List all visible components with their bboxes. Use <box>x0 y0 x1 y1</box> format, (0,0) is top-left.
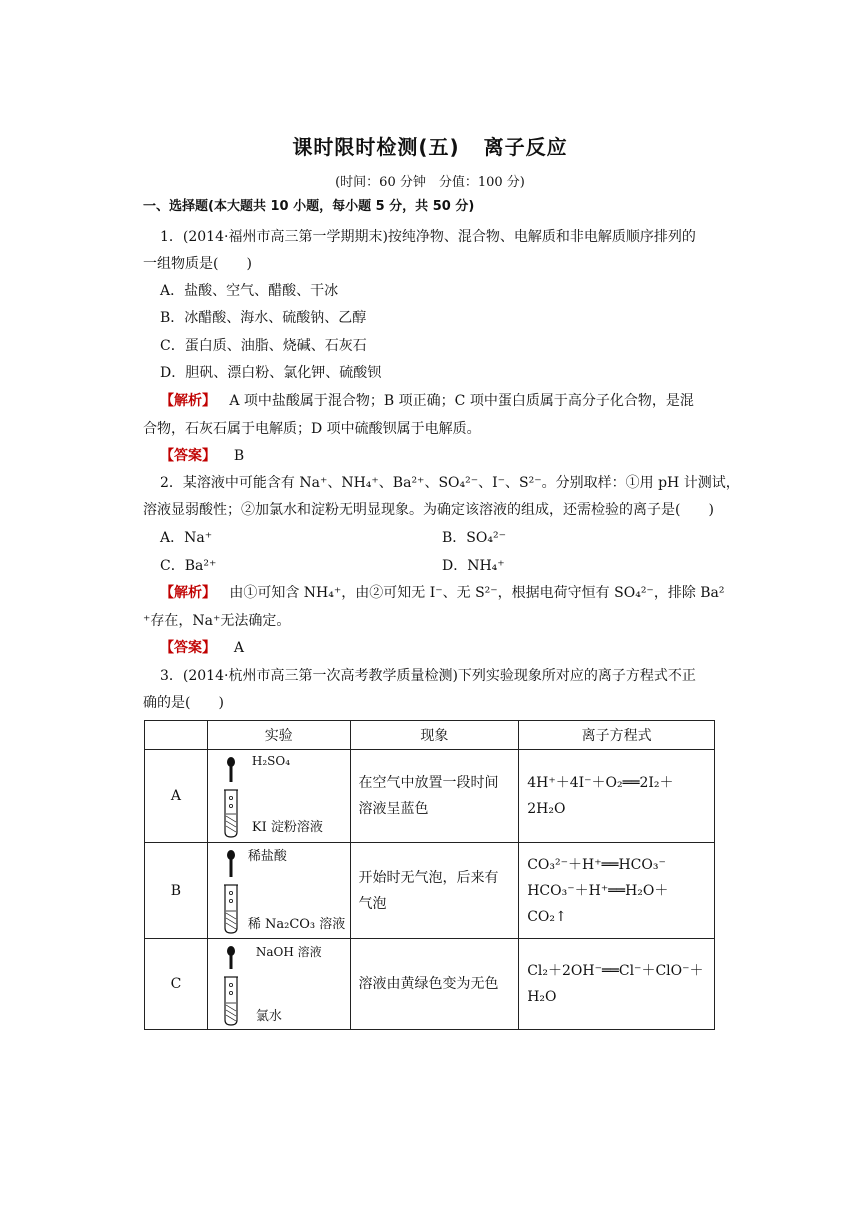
q1-option-d: D．胆矾、漂白粉、氯化钾、硫酸钡 <box>160 365 382 381</box>
test-tube-dropper-icon <box>216 945 246 1027</box>
answer-tag: 【答案】 <box>160 640 216 656</box>
apparatus-cell <box>207 939 350 1030</box>
q3-stem-line2: 确的是( ) <box>143 695 224 711</box>
q1-answer <box>160 446 244 466</box>
q3-stem-line1: 3．(2014·杭州市高三第一次高考教学质量检测)下列实验现象所对应的离子方程式不正 <box>160 668 696 684</box>
title-part2: 离子反应 <box>483 135 568 159</box>
equation-line: 4H⁺＋4I⁻＋O₂══2I₂＋ <box>527 775 674 791</box>
row-label: A <box>145 750 208 843</box>
equation-line: H₂O <box>527 989 557 1005</box>
q1-option-c: C．蛋白质、油脂、烧碱、石灰石 <box>160 338 367 354</box>
apparatus-cell <box>207 750 350 843</box>
table-row <box>145 843 715 939</box>
q1-stem-line1: 1．(2014·福州市高三第一学期期末)按纯净物、混合物、电解质和非电解质顺序排列的 <box>160 229 696 245</box>
table-header-cell: 实验 <box>207 721 350 750</box>
q2-analysis-line1 <box>160 583 725 603</box>
equation-line: HCO₃⁻＋H⁺══H₂O＋CO₂↑ <box>527 882 669 925</box>
row-label: B <box>145 843 208 939</box>
q1-analysis-text: A 项中盐酸属于混合物；B 项正确；C 项中蛋白质属于高分子化合物，是混 <box>229 393 694 409</box>
analysis-tag: 【解析】 <box>160 393 216 409</box>
q2-answer <box>160 638 244 658</box>
equation-line: Cl₂＋2OH⁻══Cl⁻＋ClO⁻＋ <box>527 963 704 979</box>
q2-analysis-text: 由①可知含 NH₄⁺，由②可知无 I⁻、无 S²⁻，根据电荷守恒有 SO₄²⁻，排除 Ba² <box>229 585 725 601</box>
table-header-cell: 现象 <box>350 721 519 750</box>
q2-answer-value: A <box>233 640 244 656</box>
experiment-table <box>144 720 715 1030</box>
reagent-top-label: NaOH 溶液 <box>255 945 322 959</box>
equation-cell <box>519 843 715 939</box>
phenomenon-cell <box>350 843 519 939</box>
q1-answer-value: B <box>233 448 245 464</box>
title-part1: 课时限时检测(五) <box>292 135 460 159</box>
q1-analysis-line2: 合物，石灰石属于电解质；D 项中硫酸钡属于电解质。 <box>143 421 481 437</box>
test-tube-dropper-icon <box>216 756 246 838</box>
table-header-cell: 离子方程式 <box>519 721 715 750</box>
equation-line: 2H₂O <box>527 801 566 817</box>
phenomenon-cell <box>350 750 519 843</box>
equation-cell <box>519 750 715 843</box>
table-header-row <box>145 721 715 750</box>
reagent-bottom-label: 氯水 <box>255 1009 282 1024</box>
q2-option-b: B．SO₄²⁻ <box>442 530 506 546</box>
reagent-bottom-label: 稀 Na₂CO₃ 溶液 <box>247 917 346 932</box>
q2-option-d: D．NH₄⁺ <box>442 558 505 574</box>
phenomenon-line: 气泡 <box>358 895 387 912</box>
test-tube-dropper-icon <box>216 849 246 935</box>
q1-option-a: A．盐酸、空气、醋酸、干冰 <box>160 283 339 299</box>
apparatus-cell <box>207 843 350 939</box>
phenomenon-line: 溶液由黄绿色变为无色 <box>358 976 499 992</box>
q2-option-c: C．Ba²⁺ <box>160 558 217 574</box>
reagent-top-label: H₂SO₄ <box>251 754 291 768</box>
q2-analysis-line2: ⁺存在，Na⁺无法确定。 <box>143 613 291 629</box>
row-label: C <box>145 939 208 1030</box>
q2-option-a: A．Na⁺ <box>160 530 213 546</box>
table-row <box>145 939 715 1030</box>
phenomenon-line: 开始时无气泡，后来有 <box>358 869 499 886</box>
answer-tag: 【答案】 <box>160 448 216 464</box>
reagent-top-label: 稀盐酸 <box>247 849 287 864</box>
phenomenon-cell <box>350 939 519 1030</box>
q1-stem-line2: 一组物质是( ) <box>143 256 252 272</box>
table-header-cell <box>145 721 208 750</box>
q2-stem-line2: 溶液显弱酸性；②加氯水和淀粉无明显现象。为确定该溶液的组成，还需检验的离子是( ) <box>143 502 714 518</box>
page-subtitle: (时间：60 分钟 分值：100 分) <box>335 175 525 190</box>
section-heading: 一、选择题(本大题共 10 小题，每小题 5 分，共 50 分) <box>143 199 475 214</box>
reagent-bottom-label: KI 淀粉溶液 <box>251 820 323 835</box>
page-title <box>0 131 860 160</box>
q2-stem-line1: 2．某溶液中可能含有 Na⁺、NH₄⁺、Ba²⁺、SO₄²⁻、I⁻、S²⁻。分别取样：①用 pH 计测试， <box>160 475 740 491</box>
phenomenon-line: 在空气中放置一段时间 <box>358 775 499 791</box>
equation-cell <box>519 939 715 1030</box>
table-row <box>145 750 715 843</box>
phenomenon-line: 溶液呈蓝色 <box>358 801 429 817</box>
q1-option-b: B．冰醋酸、海水、硫酸钠、乙醇 <box>160 310 367 326</box>
equation-line: CO₃²⁻＋H⁺══HCO₃⁻ <box>527 856 666 873</box>
q1-analysis-line1 <box>160 391 694 411</box>
analysis-tag: 【解析】 <box>160 585 216 601</box>
